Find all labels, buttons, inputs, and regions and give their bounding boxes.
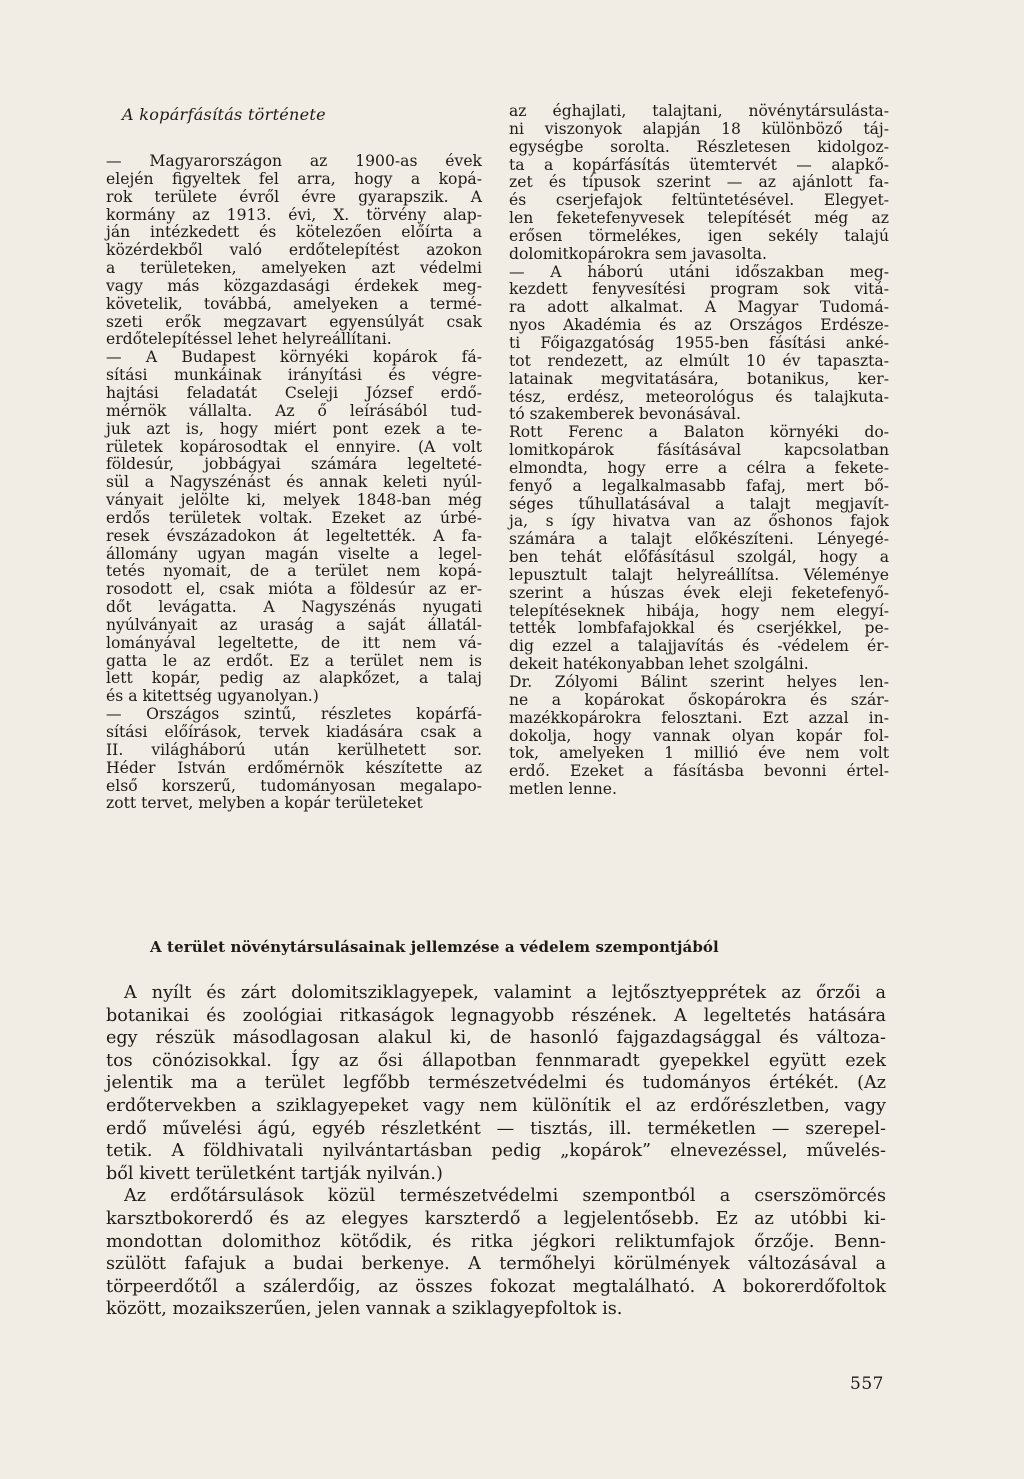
text-line: resek évszázadokon át legeltették. A fa-	[106, 526, 482, 545]
text-line: az éghajlati, talajtani, növénytársulásta-	[509, 102, 889, 120]
text-line: ből kivett területként tartják nyilván.)	[106, 1163, 443, 1184]
text-line: rok területe évről évre gyarapszik. A	[106, 187, 482, 206]
text-line: a területeken, amelyeken azt védelmi	[106, 259, 482, 278]
text-line: ra adott alkalmat. A Magyar Tudomá-	[509, 298, 889, 317]
text-line: szeti erők megzavart egyensúlyát csak	[106, 312, 482, 331]
text-line: sítási munkáinak irányítási és végre-	[106, 366, 482, 385]
text-line: kormány az 1913. évi, X. törvény alap-	[106, 205, 482, 224]
text-line: karsztbokorerdő és az elegyes karszterdő a legjelentősebb. Ez az utóbbi ki-	[106, 1208, 886, 1229]
text-line: lomitkopárok fásításával kapcsolatban	[509, 441, 889, 460]
text-line: zott tervet, melyben a kopár területeket	[106, 794, 423, 813]
text-line: — Magyarországon az 1900-as évek	[106, 152, 482, 170]
text-line: tetés nyomait, de a terület nem kopá-	[106, 562, 482, 581]
page-number: 557	[850, 1374, 884, 1394]
text-line: — Országos szintű, részletes kopárfá-	[106, 705, 482, 724]
text-line: kezdett fenyvesítési program sok vitá-	[509, 280, 889, 299]
text-line: tették lombfafajokkal és cserjékkel, pe-	[509, 619, 889, 638]
text-line: Rott Ferenc a Balaton környéki do-	[509, 423, 889, 442]
text-line: szerint a húszas évek eleji feketefenyő-	[509, 583, 889, 602]
text-line: sül a Nagyszénást és annak keleti nyúl-	[106, 473, 482, 492]
text-line: botanikai és zoológiai ritkaságok legnagyobb részének. A legeltetés hatására	[106, 1005, 886, 1026]
text-line: és a kitettség ugyanolyan.)	[106, 687, 319, 706]
text-line: lományával legeltette, de itt nem vá-	[106, 633, 482, 652]
text-line: első korszerű, tudományosan megalapo-	[106, 776, 482, 795]
text-line: között, mozaikszerűen, jelen vannak a sziklagyepfoltok is.	[106, 1299, 623, 1320]
text-line: dekeit hatékonyabban lehet szolgálni.	[509, 655, 809, 674]
text-line: ja, s így hivatva van az őshonos fajok	[509, 512, 889, 531]
text-line: ti Főigazgatóság 1955-ben fásítási anké-	[509, 333, 889, 352]
text-line: nyos Akadémia és az Országos Erdésze-	[509, 316, 889, 335]
text-line: lett kopár, pedig az alapkőzet, a talaj	[106, 669, 482, 688]
text-line: törpeerdőtől a szálerdőig, az összes fokozat megtalálható. A bokorerdőfoltok	[106, 1276, 886, 1297]
text-line: elmondta, hogy erre a célra a fekete-	[509, 458, 889, 477]
text-line: dig ezzel a talajjavítás és -védelem ér-	[509, 637, 889, 656]
text-line: ján intézkedett és kötelezően előírta a	[106, 223, 482, 242]
text-line: mazékkopárokra felosztani. Ezt azzal in-	[509, 708, 889, 727]
text-line: fenyő a legalkalmasabb fafaj, mert bő-	[509, 476, 889, 495]
text-line: ne a kopárokat őskopárokra és szár-	[509, 690, 889, 709]
text-line: rületek kopárosodtak el ennyire. (A volt	[106, 437, 482, 456]
text-line: szülött fafajuk a budai berkenye. A termőhelyi körülmények változásával a	[106, 1254, 886, 1275]
text-line: tot rendezett, az elmúlt 10 év tapaszta-	[509, 351, 889, 370]
text-line: tész, erdész, meteorológus és talajkuta-	[509, 387, 889, 406]
text-line: ta a kopárfásítás ütemtervét — alapkő-	[509, 155, 889, 174]
text-line: rosodott el, csak mióta a földesúr az er-	[106, 580, 482, 599]
text-line: juk azt is, hogy miért pont ezek a te-	[106, 419, 482, 438]
text-line: séges tűhullatásával a talajt megjavít-	[509, 494, 889, 513]
text-line: A nyílt és zárt dolomitsziklagyepek, valamint a lejtősztyepprétek az őrzői a	[124, 983, 886, 1003]
text-line: vagy más közgazdasági érdekek meg-	[106, 276, 482, 295]
text-line: telepítéseknek hibája, hogy nem elegyí-	[509, 601, 889, 620]
text-line: jelentik ma a terület legfőbb természetvédelmi és tudományos értékét. (Az	[106, 1073, 886, 1094]
text-line: dokolja, hogy vannak olyan kopár fol-	[509, 726, 889, 745]
text-line: tetik. A földhivatali nyilvántartásban pedig „kopárok” elnevezéssel, művelés-	[106, 1141, 886, 1162]
text-line: állomány ugyan magán viselte a legel-	[106, 544, 482, 563]
text-line: sítási előírások, tervek kiadására csak a	[106, 723, 482, 741]
left-column	[106, 153, 482, 813]
text-line: — A Budapest környéki kopárok fá-	[106, 348, 482, 367]
text-line: lepusztult talajt helyreállítsa. Véleménye	[509, 565, 889, 584]
text-line: erdő. Ezeket a fásításba bevonni értel-	[509, 762, 889, 781]
text-line: tos cönózisokkal. Így az ősi állapotban fennmaradt gyepekkel együtt ezek	[106, 1050, 886, 1071]
text-line: nyúlványait az uraság a saját állatál-	[106, 615, 482, 634]
text-line: dőt levágatta. A Nagyszénás nyugati	[106, 598, 482, 617]
text-line: metlen lenne.	[509, 780, 617, 799]
text-line: tok, amelyeken 1 millió éve nem volt	[509, 744, 889, 763]
text-line: II. világháború után kerülhetett sor.	[106, 740, 482, 759]
text-line: tó szakemberek bevonásával.	[509, 405, 741, 424]
text-line: elején figyeltek fel arra, hogy a kopá-	[106, 169, 482, 188]
text-line: közérdekből való erdőtelepítést azokon	[106, 241, 482, 260]
text-line: Héder István erdőmérnök készítette az	[106, 758, 482, 777]
right-column	[509, 103, 889, 799]
text-line: számára a talajt előkészíteni. Lényegé-	[509, 530, 889, 549]
text-line: erdő művelési ágú, egyéb részletként — tisztás, ill. terméketlen — szerepel-	[106, 1118, 886, 1139]
text-line: ben tehát előfásításul szolgál, hogy a	[509, 548, 889, 567]
text-line: egységbe sorolta. Részletesen kidolgoz-	[509, 137, 889, 156]
text-line: erdőtelepítéssel lehet helyreállítani.	[106, 330, 392, 349]
text-line: mondottan dolomithoz kötődik, és ritka jégkori reliktumfajok őrzője. Benn-	[106, 1231, 886, 1252]
text-line: követelik, továbbá, amelyeken a termé-	[106, 294, 482, 313]
text-line: erősen törmelékes, igen sekély talajú	[509, 226, 889, 245]
text-line: dolomitkopárokra sem javasolta.	[509, 244, 768, 263]
text-line: gatta le az erdőt. Ez a terület nem is	[106, 651, 482, 670]
text-line: Dr. Zólyomi Bálint szerint helyes len-	[509, 673, 889, 691]
text-line: ványait jelölte ki, melyek 1848-ban még	[106, 491, 482, 510]
text-line: zet és típusok szerint — az ajánlott fa-	[509, 173, 889, 192]
text-line: len feketefenyvesek telepítését még az	[509, 209, 889, 228]
text-line: földesúr, jobbágyai számára legelteté-	[106, 455, 482, 474]
text-line: és cserjefajok feltüntetésével. Elegyet-	[509, 191, 889, 210]
text-line: erdős területek voltak. Ezeket az úrbé-	[106, 508, 482, 527]
text-line: ni viszonyok alapján 18 különböző táj-	[509, 119, 889, 138]
text-line: latainak megvitatására, botanikus, ker-	[509, 369, 889, 388]
text-line: hajtási feladatát Cseleji József erdő-	[106, 383, 482, 402]
text-line: egy részük másodlagosan alakul ki, de hasonló fajgazdagsággal és változa-	[106, 1028, 886, 1049]
section-title-kopárfásítás: A kopárfásítás története	[122, 105, 326, 124]
text-line: — A háború utáni időszakban meg-	[509, 262, 889, 281]
text-line: Az erdőtársulások közül természetvédelmi szempontból a cserszömörcés	[124, 1186, 886, 1207]
text-line: erdőtervekben a sziklagyepeket vagy nem különítik el az erdőrészletben, vagy	[106, 1095, 886, 1116]
section2-body	[106, 982, 886, 1321]
section-title-növénytársulások: A terület növénytársulásainak jellemzése a védelem szempontjából	[150, 938, 719, 956]
text-line: mérnök vállalta. Az ő leírásából tud-	[106, 401, 482, 420]
